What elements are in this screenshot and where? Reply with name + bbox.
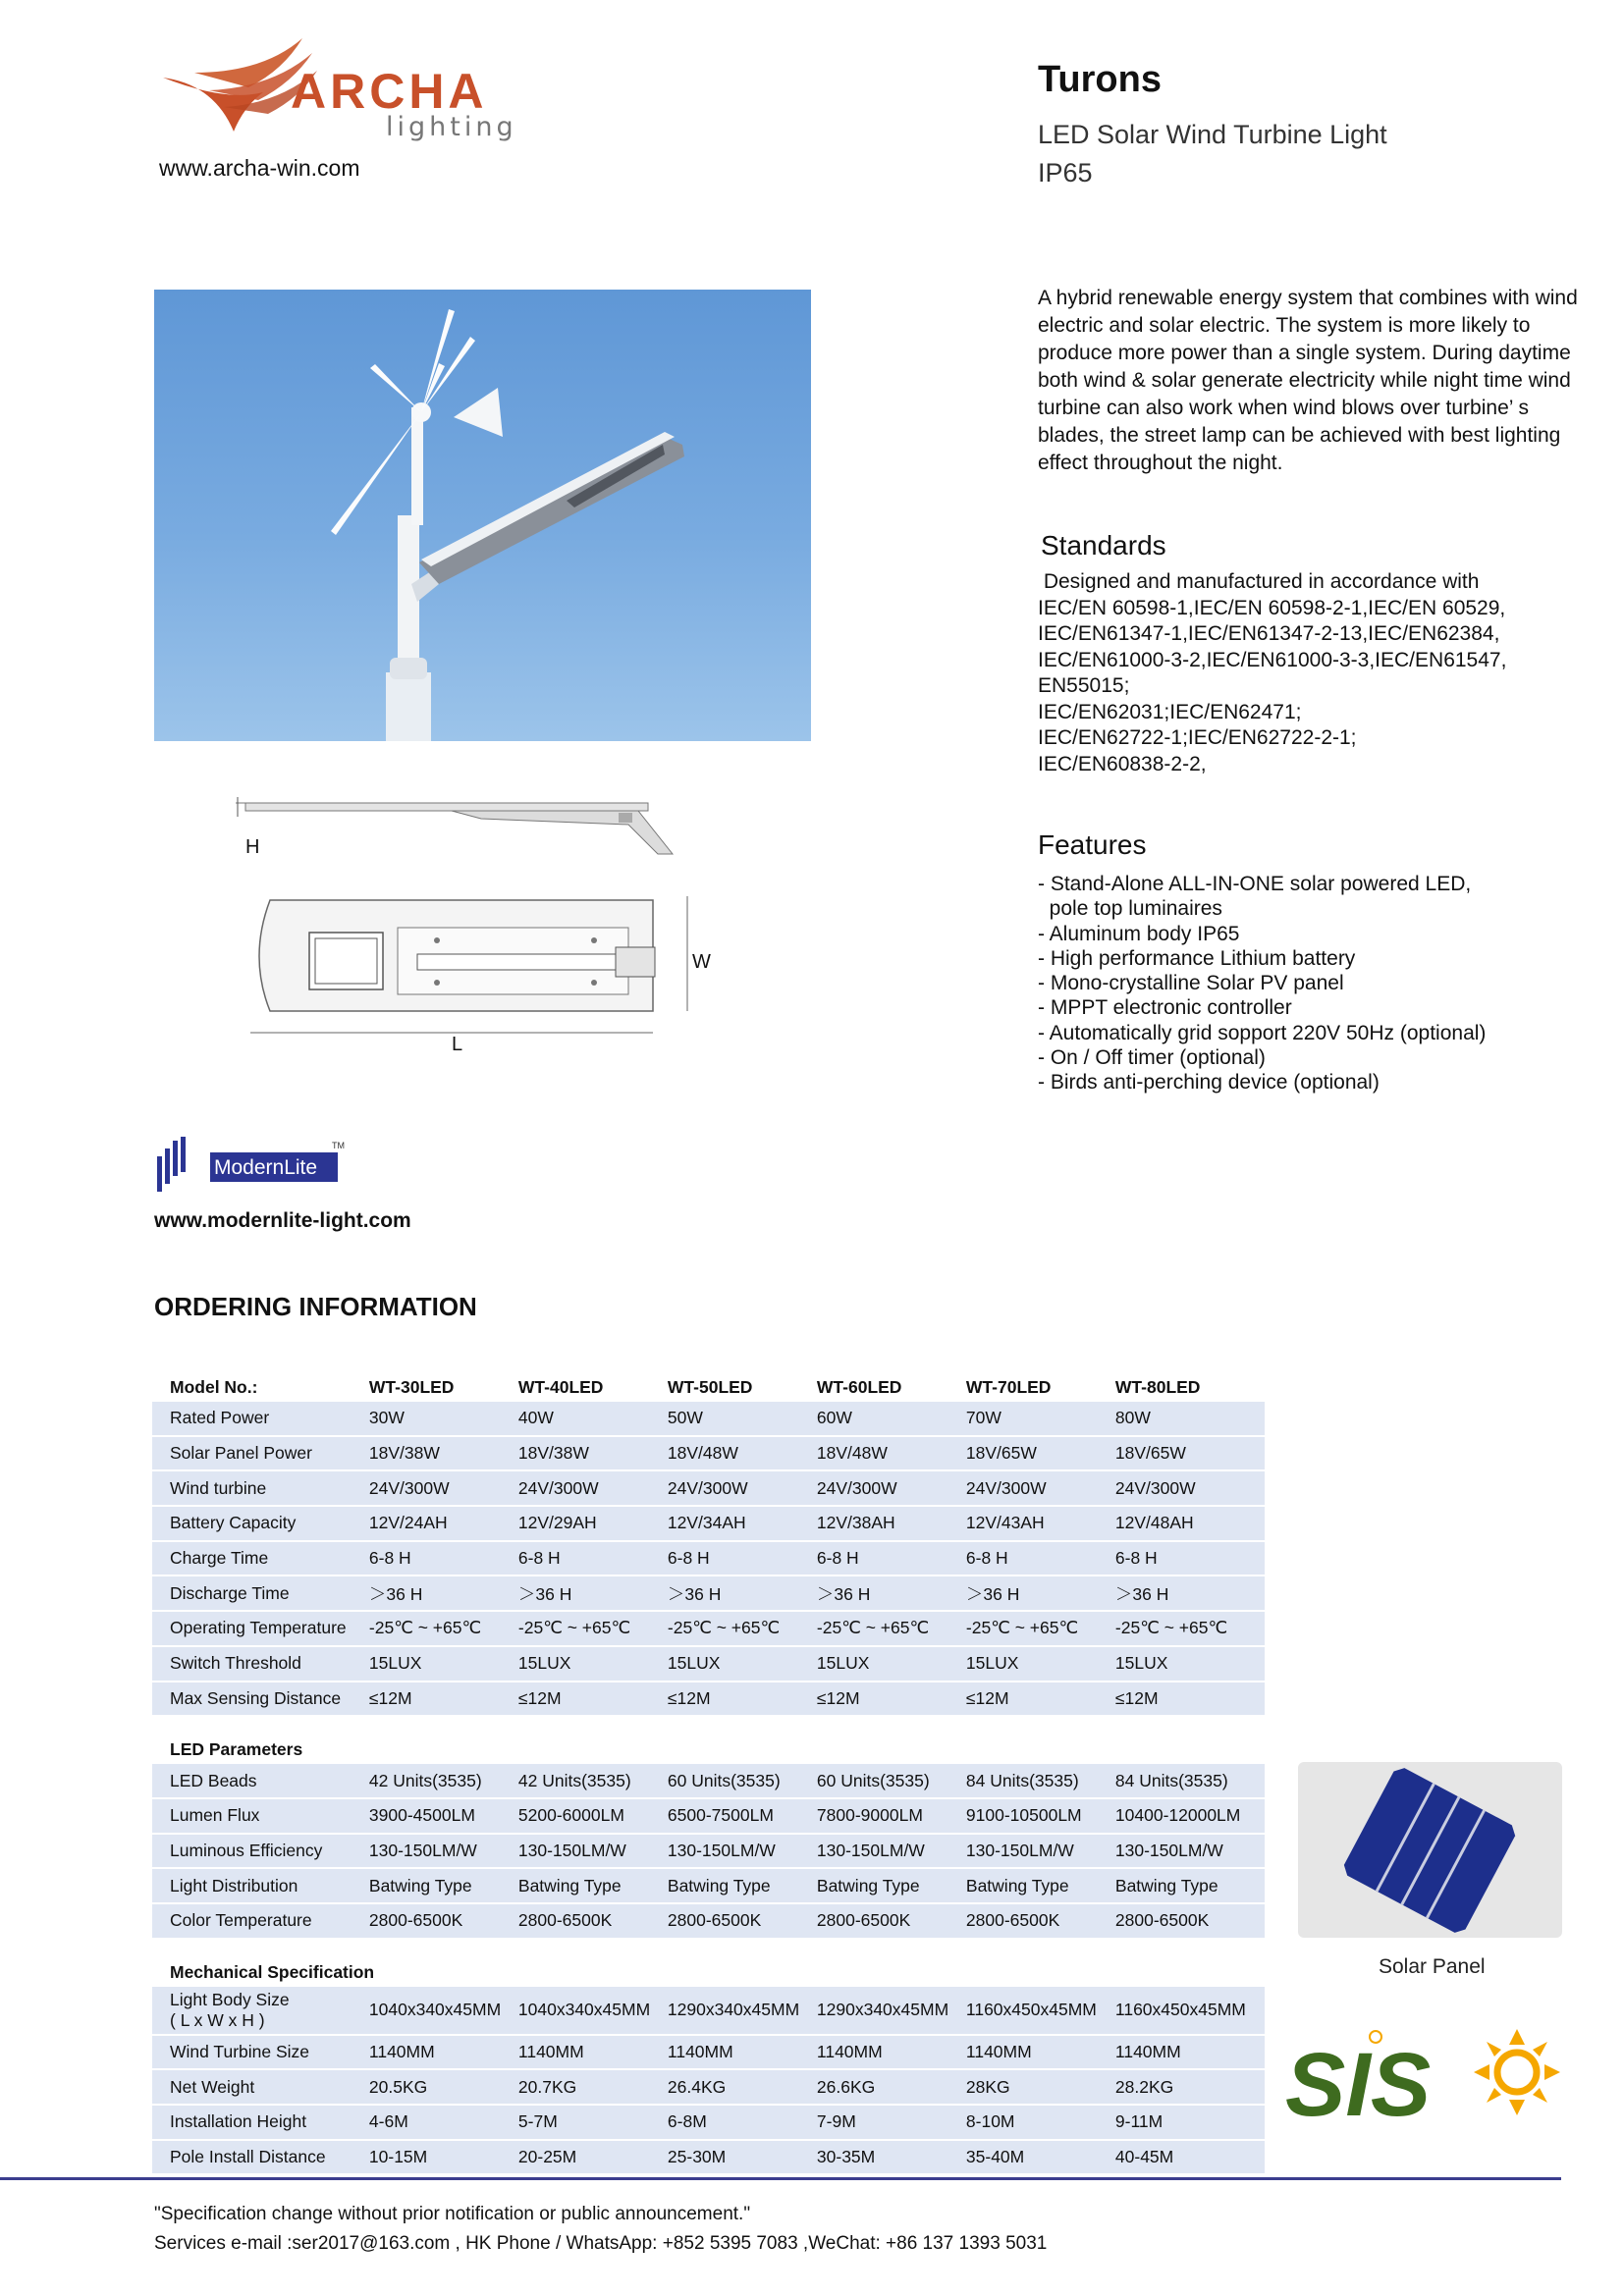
sis-text: SIS xyxy=(1285,2035,1432,2131)
table-row xyxy=(152,1542,1265,1577)
table-cell: ≤12M xyxy=(966,1682,1115,1718)
table-cell: 1140MM xyxy=(668,2036,817,2071)
table-row xyxy=(152,1471,1265,1507)
row-label-text: Battery Capacity xyxy=(170,1513,297,1533)
table-cell: ＞36 H xyxy=(518,1576,668,1612)
table-cell: 18V/38W xyxy=(518,1437,668,1472)
row-label xyxy=(152,1647,369,1682)
standards-line: IEC/EN 60598-1,IEC/EN 60598-2-1,IEC/EN 60529, xyxy=(1038,596,1506,619)
table-cell: Batwing Type xyxy=(966,1869,1115,1904)
spec-table xyxy=(152,1372,1265,2175)
standards-line: IEC/EN62722-1;IEC/EN62722-2-1; xyxy=(1038,726,1357,749)
table-cell: Batwing Type xyxy=(1115,1869,1265,1904)
row-label-text: Installation Height xyxy=(170,2111,307,2132)
model-cell: WT-40LED xyxy=(517,1376,604,1397)
bars-icon xyxy=(157,1137,186,1192)
features-heading: Features xyxy=(1038,829,1147,860)
table-cell: 130-150LM/W xyxy=(1115,1835,1265,1870)
side-view-diagram xyxy=(226,795,687,859)
table-cell: Batwing Type xyxy=(668,1869,817,1904)
row-label-text: Pole Install Distance xyxy=(170,2147,326,2167)
feature-item: - Stand-Alone ALL-IN-ONE solar powered LED, xyxy=(1038,873,1472,895)
table-cell: 9100-10500LM xyxy=(966,1799,1115,1835)
header-cell: Model No.: xyxy=(170,1376,258,1397)
row-label-text: Operating Temperature xyxy=(170,1618,347,1638)
feature-item: - High performance Lithium battery xyxy=(1038,946,1356,970)
table-cell: 12V/38AH xyxy=(817,1507,966,1542)
table-cell: 6-8 H xyxy=(817,1542,966,1577)
table-cell: 5200-6000LM xyxy=(518,1799,668,1835)
table-cell: 5-7M xyxy=(518,2106,668,2141)
section-heading: LED Parameters xyxy=(170,1739,303,1760)
table-cell: 2800-6500K xyxy=(369,1904,518,1940)
row-label-text: Charge Time xyxy=(170,1548,269,1569)
standards-line: IEC/EN60838-2-2, xyxy=(1038,752,1207,775)
table-row xyxy=(152,1904,1265,1940)
table-cell: 6-8 H xyxy=(1115,1542,1265,1577)
table-cell: 18V/48W xyxy=(668,1437,817,1472)
table-cell: ＞36 H xyxy=(369,1576,518,1612)
table-row xyxy=(152,2106,1265,2141)
table-cell: 10400-12000LM xyxy=(1115,1799,1265,1835)
row-label xyxy=(152,1835,369,1870)
table-cell: ＞36 H xyxy=(817,1576,966,1612)
table-cell: 80W xyxy=(1115,1402,1265,1437)
table-cell: 1040x340x45MM xyxy=(369,1987,518,2036)
model-cell: WT-50LED xyxy=(667,1376,753,1397)
table-cell: 1160x450x45MM xyxy=(1115,1987,1265,2036)
brand-subtitle: lighting xyxy=(386,112,517,142)
standards-line: IEC/EN61347-1,IEC/EN61347-2-13,IEC/EN62384, xyxy=(1038,622,1500,645)
row-label xyxy=(152,1542,369,1577)
table-cell: 12V/29AH xyxy=(518,1507,668,1542)
row-label xyxy=(152,1402,369,1437)
table-cell: -25℃ ~ +65℃ xyxy=(518,1612,668,1647)
table-cell: 12V/24AH xyxy=(369,1507,518,1542)
table-cell: 84 Units(3535) xyxy=(966,1764,1115,1799)
row-label-text: Light Distribution xyxy=(170,1875,298,1896)
feature-item: - MPPT electronic controller xyxy=(1038,996,1292,1020)
standards-list xyxy=(1038,569,1588,777)
sis-logo xyxy=(1285,2025,1567,2131)
table-cell: 40-45M xyxy=(1115,2141,1265,2176)
table-cell: 24V/300W xyxy=(668,1471,817,1507)
table-cell: 30-35M xyxy=(817,2141,966,2176)
table-cell: ＞36 H xyxy=(966,1576,1115,1612)
footer-notice: "Specification change without prior notification or public announcement." xyxy=(154,2204,751,2224)
table-cell: 2800-6500K xyxy=(668,1904,817,1940)
table-cell: 6-8 H xyxy=(518,1542,668,1577)
row-label-text: Luminous Efficiency xyxy=(170,1840,323,1860)
table-cell: 15LUX xyxy=(518,1647,668,1682)
table-cell: 1140MM xyxy=(966,2036,1115,2071)
table-cell: Batwing Type xyxy=(518,1869,668,1904)
row-label xyxy=(152,1507,369,1542)
table-row xyxy=(152,1612,1265,1647)
table-cell: 28.2KG xyxy=(1115,2070,1265,2106)
table-row xyxy=(152,2141,1265,2176)
table-cell: 130-150LM/W xyxy=(966,1835,1115,1870)
table-cell: 8-10M xyxy=(966,2106,1115,2141)
table-cell: 9-11M xyxy=(1115,2106,1265,2141)
row-label xyxy=(152,2070,369,2106)
table-cell: 30W xyxy=(369,1402,518,1437)
row-label xyxy=(152,2106,369,2141)
row-label-text: Net Weight xyxy=(170,2076,255,2097)
solar-panel-photo xyxy=(1298,1762,1562,1938)
table-cell: 6-8 H xyxy=(369,1542,518,1577)
table-cell: 15LUX xyxy=(817,1647,966,1682)
row-label xyxy=(152,1904,369,1940)
table-header-row xyxy=(152,1372,1265,1402)
product-subtitle xyxy=(1038,116,1387,192)
table-cell: ≤12M xyxy=(518,1682,668,1718)
standards-line: EN55015; xyxy=(1038,674,1130,697)
feature-item: - Mono-crystalline Solar PV panel xyxy=(1038,972,1344,995)
table-cell: 1040x340x45MM xyxy=(518,1987,668,2036)
table-cell: 4-6M xyxy=(369,2106,518,2141)
table-cell: ＞36 H xyxy=(668,1576,817,1612)
product-description: A hybrid renewable energy system that combines with wind electric and solar electric. The system is more likely to produce more power than a single system. During daytime both wind & solar generate electricity while night time wind turbine can also work when wind blows over turbine’ s blades, the street lamp can be achieved with best lighting effect throughout the night. xyxy=(1038,287,1578,474)
table-cell: 1140MM xyxy=(1115,2036,1265,2071)
product-name: Turons xyxy=(1038,59,1162,100)
table-cell: 24V/300W xyxy=(966,1471,1115,1507)
row-label-text: Solar Panel Power xyxy=(170,1443,312,1464)
table-row xyxy=(152,1682,1265,1718)
table-cell: 1290x340x45MM xyxy=(817,1987,966,2036)
table-cell: ≤12M xyxy=(668,1682,817,1718)
row-label xyxy=(152,1612,369,1647)
row-label xyxy=(152,1437,369,1472)
table-cell: 6-8M xyxy=(668,2106,817,2141)
table-cell: 2800-6500K xyxy=(817,1904,966,1940)
row-label xyxy=(152,1764,369,1799)
table-cell: 1140MM xyxy=(817,2036,966,2071)
table-cell: 24V/300W xyxy=(817,1471,966,1507)
table-cell: 20-25M xyxy=(518,2141,668,2176)
standards-heading: Standards xyxy=(1041,530,1166,561)
modernlite-link[interactable]: www.modernlite-light.com xyxy=(154,1209,411,1232)
table-row xyxy=(152,1869,1265,1904)
product-photo xyxy=(154,290,811,741)
row-label xyxy=(152,2036,369,2071)
table-cell: 10-15M xyxy=(369,2141,518,2176)
row-label xyxy=(152,1799,369,1835)
row-label-text: Switch Threshold xyxy=(170,1653,301,1674)
table-cell: 60 Units(3535) xyxy=(668,1764,817,1799)
model-cell: WT-60LED xyxy=(816,1376,902,1397)
table-cell: -25℃ ~ +65℃ xyxy=(369,1612,518,1647)
feature-item: - Aluminum body IP65 xyxy=(1038,922,1240,945)
table-cell: 15LUX xyxy=(369,1647,518,1682)
row-label-subtext: ( L x W x H ) xyxy=(170,2009,265,2030)
feature-item: - Birds anti-perching device (optional) xyxy=(1038,1071,1380,1095)
table-cell: 130-150LM/W xyxy=(817,1835,966,1870)
table-row xyxy=(152,2036,1265,2071)
table-cell: 70W xyxy=(966,1402,1115,1437)
table-cell: 20.7KG xyxy=(518,2070,668,2106)
row-label xyxy=(152,1576,369,1612)
row-label xyxy=(152,2141,369,2176)
row-label-text: Discharge Time xyxy=(170,1582,290,1603)
table-cell: ≤12M xyxy=(369,1682,518,1718)
table-row xyxy=(152,1799,1265,1835)
height-label: H xyxy=(245,836,260,858)
table-cell: 130-150LM/W xyxy=(369,1835,518,1870)
table-cell: 1160x450x45MM xyxy=(966,1987,1115,2036)
table-cell: 42 Units(3535) xyxy=(518,1764,668,1799)
table-cell: 1290x340x45MM xyxy=(668,1987,817,2036)
table-cell: 1140MM xyxy=(518,2036,668,2071)
table-cell: -25℃ ~ +65℃ xyxy=(1115,1612,1265,1647)
row-label-text: Lumen Flux xyxy=(170,1805,260,1826)
row-label-text: LED Beads xyxy=(170,1770,257,1790)
table-cell: 12V/48AH xyxy=(1115,1507,1265,1542)
table-cell: 3900-4500LM xyxy=(369,1799,518,1835)
footer-contact: Services e-mail :ser2017@163.com , HK Phone / WhatsApp: +852 5395 7083 ,WeChat: +86 137 1393 5031 xyxy=(154,2233,1048,2254)
table-cell: 130-150LM/W xyxy=(668,1835,817,1870)
table-cell: 35-40M xyxy=(966,2141,1115,2176)
feature-item: pole top luminaires xyxy=(1038,897,1222,921)
row-label-text: Wind Turbine Size xyxy=(170,2041,310,2061)
table-cell: 18V/65W xyxy=(1115,1437,1265,1472)
row-label xyxy=(152,1471,369,1507)
row-label-text: Light Body Size xyxy=(170,1989,290,2009)
modernlite-name: ModernLite xyxy=(214,1156,318,1179)
table-cell: 6500-7500LM xyxy=(668,1799,817,1835)
table-cell: 7-9M xyxy=(817,2106,966,2141)
table-cell: ＞36 H xyxy=(1115,1576,1265,1612)
row-label-text: Color Temperature xyxy=(170,1910,312,1931)
table-cell: -25℃ ~ +65℃ xyxy=(817,1612,966,1647)
modernlite-logo xyxy=(155,1135,361,1203)
table-cell: 6-8 H xyxy=(966,1542,1115,1577)
table-row xyxy=(152,1437,1265,1472)
width-label: W xyxy=(692,951,711,973)
section-row xyxy=(152,1717,1265,1764)
table-cell: 18V/38W xyxy=(369,1437,518,1472)
table-cell: 60W xyxy=(817,1402,966,1437)
table-cell: 15LUX xyxy=(668,1647,817,1682)
table-cell: 130-150LM/W xyxy=(518,1835,668,1870)
table-cell: 12V/34AH xyxy=(668,1507,817,1542)
model-cell: WT-80LED xyxy=(1114,1376,1201,1397)
standards-line: IEC/EN62031;IEC/EN62471; xyxy=(1038,700,1302,723)
table-cell: 15LUX xyxy=(1115,1647,1265,1682)
website-link[interactable]: www.archa-win.com xyxy=(159,155,360,181)
archa-logo xyxy=(155,33,528,151)
table-row xyxy=(152,1764,1265,1799)
table-row xyxy=(152,1987,1265,2036)
section-row xyxy=(152,1940,1265,1987)
table-cell: 50W xyxy=(668,1402,817,1437)
table-row xyxy=(152,1507,1265,1542)
row-label-text: Max Sensing Distance xyxy=(170,1687,342,1708)
table-cell: 24V/300W xyxy=(518,1471,668,1507)
table-cell: 24V/300W xyxy=(1115,1471,1265,1507)
length-label: L xyxy=(452,1034,463,1055)
table-cell: 24V/300W xyxy=(369,1471,518,1507)
table-row xyxy=(152,2070,1265,2106)
features-list xyxy=(1038,872,1588,1095)
table-cell: 2800-6500K xyxy=(518,1904,668,1940)
solar-panel-caption: Solar Panel xyxy=(1379,1955,1486,1978)
table-cell: 26.6KG xyxy=(817,2070,966,2106)
standards-line: IEC/EN61000-3-2,IEC/EN61000-3-3,IEC/EN61547, xyxy=(1038,648,1507,671)
feature-item: - On / Off timer (optional) xyxy=(1038,1046,1266,1070)
footer-divider xyxy=(0,2177,1561,2180)
table-cell: 60 Units(3535) xyxy=(817,1764,966,1799)
row-label-text: Wind turbine xyxy=(170,1477,267,1498)
table-cell: 84 Units(3535) xyxy=(1115,1764,1265,1799)
brand-name: ARCHA xyxy=(291,64,488,119)
table-row xyxy=(152,1402,1265,1437)
table-cell: 15LUX xyxy=(966,1647,1115,1682)
table-cell: 42 Units(3535) xyxy=(369,1764,518,1799)
table-cell: -25℃ ~ +65℃ xyxy=(966,1612,1115,1647)
table-cell: 2800-6500K xyxy=(966,1904,1115,1940)
top-view-diagram xyxy=(241,888,722,1055)
row-label xyxy=(152,1987,369,2036)
product-type: LED Solar Wind Turbine Light xyxy=(1038,120,1387,149)
trademark: TM xyxy=(332,1141,345,1150)
protection-rating: IP65 xyxy=(1038,158,1093,187)
section-heading: Mechanical Specification xyxy=(170,1961,375,1982)
table-row xyxy=(152,1576,1265,1612)
table-cell: 2800-6500K xyxy=(1115,1904,1265,1940)
table-cell: 28KG xyxy=(966,2070,1115,2106)
table-cell: 1140MM xyxy=(369,2036,518,2071)
table-cell: Batwing Type xyxy=(817,1869,966,1904)
row-label xyxy=(152,1869,369,1904)
model-cell: WT-70LED xyxy=(965,1376,1052,1397)
table-cell: 26.4KG xyxy=(668,2070,817,2106)
table-cell: 40W xyxy=(518,1402,668,1437)
table-cell: 25-30M xyxy=(668,2141,817,2176)
table-row xyxy=(152,1647,1265,1682)
table-cell: ≤12M xyxy=(817,1682,966,1718)
table-cell: 7800-9000LM xyxy=(817,1799,966,1835)
table-cell: 12V/43AH xyxy=(966,1507,1115,1542)
table-cell: 6-8 H xyxy=(668,1542,817,1577)
table-cell: 20.5KG xyxy=(369,2070,518,2106)
row-label-text: Rated Power xyxy=(170,1408,270,1428)
ordering-title: ORDERING INFORMATION xyxy=(154,1292,477,1321)
table-cell: 18V/65W xyxy=(966,1437,1115,1472)
table-cell: Batwing Type xyxy=(369,1869,518,1904)
table-row xyxy=(152,1835,1265,1870)
table-cell: -25℃ ~ +65℃ xyxy=(668,1612,817,1647)
standards-line: Designed and manufactured in accordance with xyxy=(1038,570,1480,593)
table-cell: ≤12M xyxy=(1115,1682,1265,1718)
feature-item: - Automatically grid sopport 220V 50Hz (optional) xyxy=(1038,1021,1487,1044)
model-cell: WT-30LED xyxy=(368,1376,455,1397)
table-cell: 18V/48W xyxy=(817,1437,966,1472)
row-label xyxy=(152,1682,369,1718)
